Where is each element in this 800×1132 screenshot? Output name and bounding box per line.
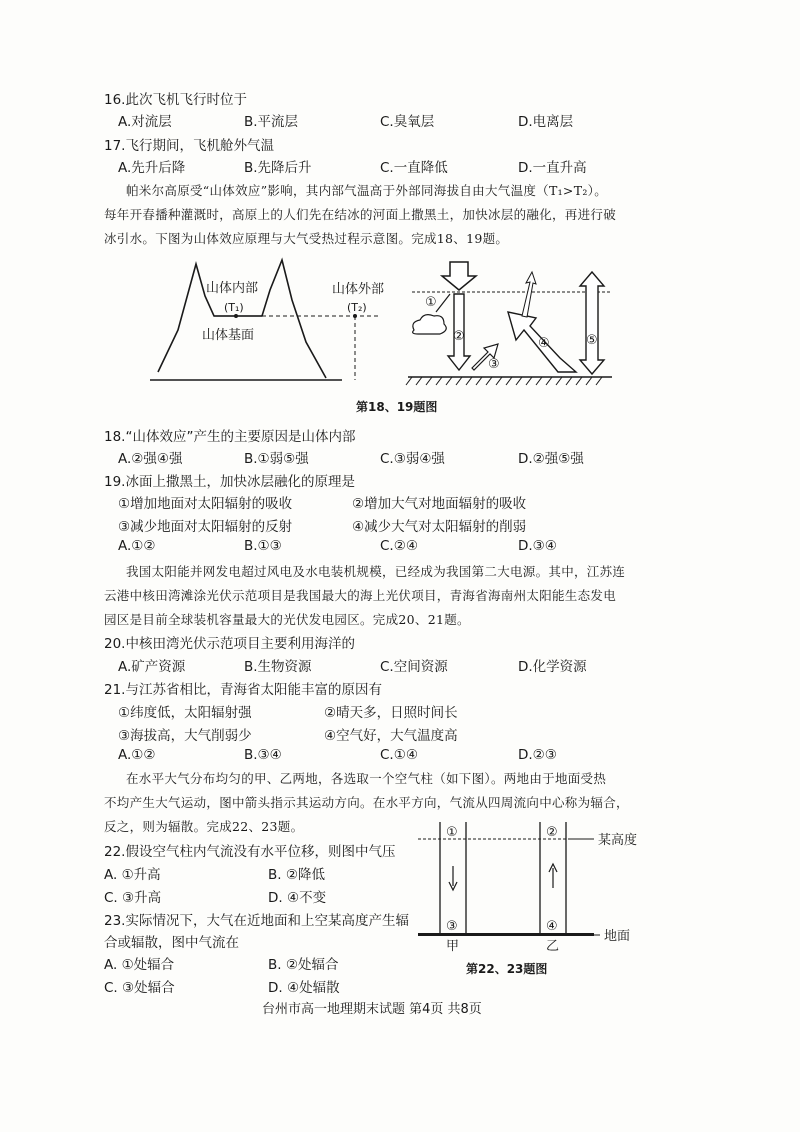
base-label: 山体基面	[202, 328, 255, 343]
q21-stem: 21.与江苏省相比，青海省太阳能丰富的原因有	[104, 682, 382, 698]
t2-label: (T₂)	[347, 301, 367, 314]
q20-option-c: C.空间资源	[380, 659, 448, 675]
q19-option-d: D.③④	[518, 538, 557, 554]
height-label: 某高度	[598, 833, 638, 848]
q21-item-4: ④空气好，大气温度高	[324, 728, 458, 744]
q21-option-a: A.①②	[118, 747, 156, 763]
q20-option-b: B.生物资源	[244, 659, 312, 675]
label-5: ⑤	[586, 333, 598, 348]
q19-item-3: ③减少地面对太阳辐射的反射	[118, 519, 293, 535]
q23-option-a: A. ①处辐合	[104, 957, 175, 973]
q22-option-a: A. ①升高	[104, 867, 161, 883]
q19-item-2: ②增加大气对地面辐射的吸收	[352, 496, 527, 512]
q21-option-d: D.②③	[518, 747, 557, 763]
q19-option-a: A.①②	[118, 538, 156, 554]
q18-option-d: D.②强⑤强	[518, 451, 584, 467]
q17-option-a: A.先升后降	[118, 160, 186, 176]
ground-bar	[418, 933, 594, 936]
passage1-line2: 每年开春播种灌溉时，高原上的人们先在结冰的河面上撒黑土，加快冰层的融化，再进行破	[104, 207, 617, 222]
q19-item-4: ④减少大气对太阳辐射的削弱	[352, 519, 527, 535]
passage3-line1: 在水平大气分布均匀的甲、乙两地，各选取一个空气柱（如下图）。两地由于地面受热	[126, 771, 607, 786]
label-1: ①	[425, 295, 437, 310]
passage2-line3: 园区是目前全球装机容量最大的光伏发电园区。完成20、21题。	[104, 612, 470, 627]
passage2-line2: 云港中核田湾滩涂光伏示范项目是我国最大的海上光伏项目，青海省海南州太阳能生态发电	[104, 588, 617, 603]
q18-option-a: A.②强④强	[118, 451, 183, 467]
q16-option-c: C.臭氧层	[380, 114, 435, 130]
passage3-line3: 反之，则为辐散。完成22、23题。	[104, 819, 304, 834]
q19-option-c: C.②④	[380, 538, 418, 554]
jia-label: 甲	[446, 939, 460, 954]
passage1-line1: 帕米尔高原受“山体效应”影响，其内部气温高于外部同海拔自由大气温度（T₁>T₂）。	[126, 183, 608, 198]
passage3-line2: 不均产生大气运动，图中箭头指示其运动方向。在水平方向，气流从四周流向中心称为辐合，	[104, 795, 629, 810]
fig2-label-2: ②	[546, 825, 558, 840]
q22-stem: 22.假设空气柱内气流没有水平位移，则图中气压	[104, 844, 396, 860]
fig1-caption: 第18、19题图	[356, 400, 438, 414]
q23-stem-line2: 合或辐散，图中气流在	[104, 935, 239, 951]
q20-option-d: D.化学资源	[518, 659, 587, 675]
fig2-label-1: ①	[446, 825, 458, 840]
q22-option-c: C. ③升高	[104, 890, 162, 906]
fig2-label-3: ③	[446, 919, 458, 934]
passage1-line3: 冰引水。下图为山体效应原理与大气受热过程示意图。完成18、19题。	[104, 231, 509, 246]
q20-option-a: A.矿产资源	[118, 659, 186, 675]
q22-option-d: D. ④不变	[268, 890, 327, 906]
passage2-line1: 我国太阳能并网发电超过风电及水电装机规模，已经成为我国第二大电源。其中，江苏连	[126, 564, 626, 579]
q18-option-b: B.①弱⑤强	[244, 451, 309, 467]
q21-item-2: ②晴天多，日照时间长	[324, 705, 458, 721]
q23-stem-line1: 23.实际情况下，大气在近地面和上空某高度产生辐	[104, 913, 409, 929]
label-2: ②	[453, 329, 465, 344]
q20-stem: 20.中核田湾光伏示范项目主要利用海洋的	[104, 636, 355, 652]
outside-label: 山体外部	[332, 282, 385, 297]
q21-option-c: C.①④	[380, 747, 418, 763]
q17-stem: 17.飞行期间，飞机舱外气温	[104, 138, 274, 154]
q21-item-3: ③海拔高，大气削弱少	[118, 728, 252, 744]
q17-option-d: D.一直升高	[518, 160, 587, 176]
fig2-label-4: ④	[546, 919, 558, 934]
q18-stem: 18.“山体效应”产生的主要原因是山体内部	[104, 429, 356, 445]
q16-option-d: D.电离层	[518, 114, 574, 130]
yi-label: 乙	[546, 939, 560, 954]
q17-option-c: C.一直降低	[380, 160, 448, 176]
q23-option-b: B. ②处辐合	[268, 957, 339, 973]
t1-label: (T₁)	[224, 301, 244, 314]
q16-option-b: B.平流层	[244, 114, 299, 130]
q18-option-c: C.③弱④强	[380, 451, 445, 467]
q21-item-1: ①纬度低，太阳辐射强	[118, 705, 252, 721]
q22-option-b: B. ②降低	[268, 867, 325, 883]
q16-option-a: A.对流层	[118, 114, 172, 130]
q19-stem: 19.冰面上撒黑土，加快冰层融化的原理是	[104, 474, 355, 490]
page-footer: 台州市高一地理期末试题 第4页 共8页	[262, 1002, 482, 1017]
q21-option-b: B.③④	[244, 747, 282, 763]
q23-option-d: D. ④处辐散	[268, 980, 340, 996]
ground-label: 地面	[604, 929, 631, 944]
inside-label: 山体内部	[206, 281, 259, 296]
q17-option-b: B.先降后升	[244, 160, 312, 176]
q16-stem: 16.此次飞机飞行时位于	[104, 92, 247, 108]
fig2-caption: 第22、23题图	[466, 962, 548, 976]
label-4: ④	[538, 336, 550, 351]
label-3: ③	[488, 357, 500, 372]
q19-option-b: B.①③	[244, 538, 282, 554]
q19-item-1: ①增加地面对太阳辐射的吸收	[118, 496, 293, 512]
q23-option-c: C. ③处辐合	[104, 980, 175, 996]
